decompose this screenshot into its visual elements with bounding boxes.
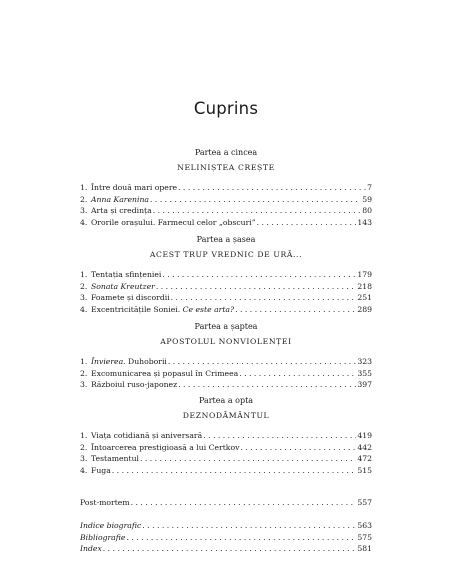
entry-title — [91, 453, 139, 465]
entry-title — [91, 430, 202, 442]
postmortem-entry — [80, 497, 372, 509]
entry-list — [80, 356, 372, 391]
entry-title-segment: Fuga — [91, 465, 111, 475]
dot-leader — [239, 368, 356, 380]
dot-leader — [150, 194, 361, 206]
entry-page: 581 — [357, 544, 372, 553]
entry-title-segment: . Duhoborii — [123, 357, 167, 366]
entry-number: 3. — [80, 454, 88, 463]
dot-leader — [171, 292, 357, 304]
toc-entry[interactable] — [80, 304, 372, 316]
entry-title-segment: Excentricitățile Soniei. — [91, 304, 183, 314]
entry-title-segment: Foamete și discordii — [91, 293, 170, 302]
entry-number: 2. — [80, 368, 88, 378]
entry-page: 419 — [357, 431, 372, 440]
entry-title-segment: Arta și credința — [91, 206, 152, 215]
part-7 — [80, 322, 372, 391]
entry-title — [91, 356, 167, 368]
entry-page: 80 — [362, 206, 372, 215]
entry-page: 218 — [357, 281, 372, 291]
entry-number: 3. — [80, 206, 88, 215]
part-heading: APOSTOLUL NONVIOLENȚEI — [160, 337, 292, 346]
toc-entry[interactable] — [80, 497, 372, 509]
entry-title — [80, 543, 102, 555]
entry-title-segment: Indice biografic — [80, 521, 142, 530]
toc-entry[interactable] — [80, 430, 372, 442]
toc-page — [80, 0, 372, 584]
part-label: Partea a șaptea — [194, 322, 258, 331]
entry-title-segment: Învierea — [91, 357, 124, 366]
dot-leader — [240, 442, 356, 454]
entry-number: 2. — [80, 194, 88, 204]
entry-number: 1. — [80, 357, 88, 366]
entry-page: 472 — [357, 454, 372, 463]
entry-list — [80, 182, 372, 228]
entry-title-segment: Întoarcerea prestigioasă a lui Certkov — [91, 442, 240, 452]
entry-page: 251 — [357, 293, 372, 302]
toc-entry[interactable] — [80, 292, 372, 304]
entry-number: 4. — [80, 465, 88, 475]
toc-entry[interactable] — [80, 453, 372, 465]
entry-title-segment: Între două mari opere — [91, 183, 178, 192]
dot-leader — [142, 520, 356, 532]
entry-title — [91, 304, 234, 316]
dot-leader — [103, 543, 357, 555]
dot-leader — [112, 465, 357, 477]
entry-title — [80, 520, 141, 532]
entry-title-segment: Războiul ruso-japonez — [91, 380, 178, 389]
part-heading: ACEST TRUP VREDNIC DE URĂ... — [149, 250, 303, 259]
entry-title — [91, 281, 155, 293]
entry-page: 563 — [357, 521, 372, 530]
part-label: Partea a opta — [198, 396, 254, 405]
entry-title-segment: Index — [80, 544, 102, 553]
entry-list — [80, 269, 372, 315]
entry-number: 1. — [80, 431, 88, 440]
toc-entry[interactable] — [80, 379, 372, 391]
entry-number: 3. — [80, 380, 88, 389]
dot-leader — [131, 497, 357, 509]
entry-list — [80, 430, 372, 476]
dot-leader — [178, 379, 356, 391]
entry-title-segment: Ce este arta? — [182, 304, 235, 314]
toc-entry[interactable] — [80, 368, 372, 380]
toc-entry[interactable] — [80, 532, 372, 544]
entry-number: 4. — [80, 304, 88, 314]
toc-entry[interactable] — [80, 543, 372, 555]
toc-entry[interactable] — [80, 356, 372, 368]
entry-title — [91, 379, 177, 391]
entry-title-segment: Ororile orașului. Farmecul celor „obscuri” — [91, 217, 256, 227]
part-5 — [80, 148, 372, 228]
entry-page: 59 — [362, 194, 372, 204]
dot-leader — [156, 281, 356, 293]
dot-leader — [162, 269, 356, 281]
dot-leader — [203, 430, 356, 442]
part-heading: DEZNODĂMÂNTUL — [182, 411, 270, 420]
entry-title — [91, 205, 152, 217]
entry-title — [91, 269, 161, 281]
entry-page: 442 — [357, 442, 372, 452]
entry-page: 289 — [357, 304, 372, 314]
entry-title-segment: Anna Karenina — [91, 194, 149, 204]
entry-title-segment: Excomunicarea și popasul în Crimeea — [91, 368, 239, 378]
part-label: Partea a șasea — [196, 235, 256, 244]
entry-title-segment: Tentația sfințeniei — [91, 270, 162, 279]
entry-title-segment: Sonata Kreutzer — [91, 281, 155, 291]
entry-title-segment: Testamentul — [91, 454, 139, 463]
toc-entry[interactable] — [80, 194, 372, 206]
entry-page: 7 — [367, 183, 372, 192]
toc-entry[interactable] — [80, 269, 372, 281]
entry-title — [91, 465, 111, 477]
dot-leader — [257, 217, 357, 229]
entry-number: 2. — [80, 442, 88, 452]
entry-title — [91, 182, 177, 194]
dot-leader — [178, 182, 366, 194]
toc-entry[interactable] — [80, 465, 372, 477]
entry-title — [91, 292, 170, 304]
entry-number: 3. — [80, 293, 88, 302]
entry-page: 557 — [357, 498, 372, 507]
entry-page: 515 — [357, 465, 372, 475]
entry-page: 575 — [357, 532, 372, 542]
entry-title — [91, 217, 256, 229]
page-title: Cuprins — [193, 99, 259, 118]
part-label: Partea a cincea — [194, 148, 258, 157]
dot-leader — [140, 453, 356, 465]
toc-entry[interactable] — [80, 442, 372, 454]
part-6 — [80, 235, 372, 315]
entry-title-segment: Viața cotidiană și aniversară — [91, 431, 203, 440]
entry-page: 397 — [357, 380, 372, 389]
entry-title — [91, 194, 149, 206]
dot-leader — [235, 304, 356, 316]
entry-number: 1. — [80, 270, 88, 279]
entry-title — [91, 368, 238, 380]
toc-entry[interactable] — [80, 205, 372, 217]
toc-entry[interactable] — [80, 217, 372, 229]
dot-leader — [126, 532, 356, 544]
entry-number: 1. — [80, 183, 88, 192]
entry-page: 179 — [357, 270, 372, 279]
entry-number: 4. — [80, 217, 88, 227]
entry-page: 323 — [357, 357, 372, 366]
entry-number: 2. — [80, 281, 88, 291]
entry-title-segment: Bibliografie — [80, 532, 126, 542]
toc-entry[interactable] — [80, 520, 372, 532]
entry-title — [80, 532, 125, 544]
dot-leader — [168, 356, 356, 368]
appendix-list — [80, 520, 372, 555]
entry-page: 355 — [357, 368, 372, 378]
part-heading: NELINIȘTEA CREȘTE — [177, 163, 275, 172]
dot-leader — [153, 205, 361, 217]
part-8 — [80, 396, 372, 476]
entry-title: Post-mortem — [80, 498, 130, 507]
entry-page: 143 — [357, 217, 372, 227]
entry-title — [91, 442, 239, 454]
toc-entry[interactable] — [80, 281, 372, 293]
toc-entry[interactable] — [80, 182, 372, 194]
